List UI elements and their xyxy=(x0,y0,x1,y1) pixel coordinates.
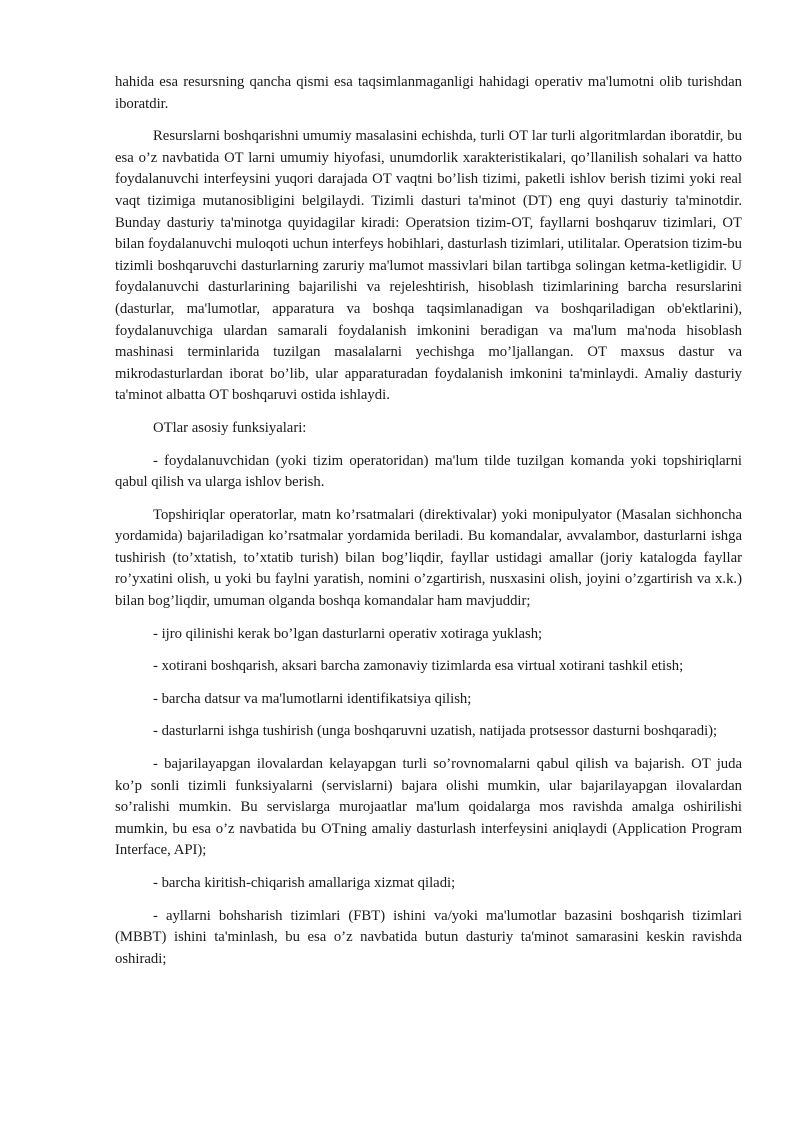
paragraph-3: OTlar asosiy funksiyalari: xyxy=(153,419,307,436)
paragraph-7: - xotirani boshqarish, aksari barcha zamonaviy tizimlarda esa virtual xotirani tashkil etish; xyxy=(153,658,684,675)
paragraph-1: hahida esa resursning qancha qismi esa taqsimlanmaganligi hahidagi operativ ma'lumotni olib turishdan iboratdir. xyxy=(115,74,742,112)
document-body xyxy=(115,72,742,981)
paragraph-4: - foydalanuvchidan (yoki tizim operatoridan) ma'lum tilde tuzilgan komanda yoki topshiriqlarni qabul qilish va ularga ishlov berish. xyxy=(115,452,742,491)
paragraph-8: - barcha datsur va ma'lumotlarni identifikatsiya qilish; xyxy=(153,690,472,707)
paragraph-5: Topshiriqlar operatorlar, matn ko’rsatmalari (direktivalar) yoki monipulyator (Masalan sichhoncha yordamida) bajariladigan ko’rsatmalar yordamida beriladi. Bu komandalar, avvalambor, dasturlarni ishga tushirish (to’xtatish, to’xtatib turish) bilan bog’liqdir, fayllar ustidagi amallar (joriy katalogda fayllar ro’yxatini olish, u yoki bu faylni yaratish, nomini o’zgartirish, nusxasini olish, joyini o’zgartirish va x.k.) bilan bog’liqdir, umuman olganda boshqa komandalar ham mavjuddir; xyxy=(115,506,742,610)
paragraph-2: Resurslarni boshqarishni umumiy masalasini echishda, turli OT lar turli algoritmlardan iboratdir, bu esa o’z navbatida OT larni umumiy hiyofasi, unumdorlik xarakteristikalari, qo’llanilish sohalari va hatto foydalanuvchi interfeysini yuqori darajada OT vaqtni bo’lish tizimi, paketli ishlov berish tizimi yoki real vaqt tizimiga mutanosibligini belgilaydi. Tizimli dasturi ta'minot (DT) eng quyi dasturiy ta'minotdir. Bunday dasturiy ta'minotga quyidagilar kiradi: Operatsion tizim-OT, fayllarni boshqaruv tizimlari, OT bilan foydalanuvchi muloqoti uchun interfeys hobihlari, dasturlash tizimlari, utilitalar. Operatsion tizim-bu tizimli boshqaruvchi dasturlarning zaruriy ma'lumot massivlari bilan tartibga solingan ketma-ketligidir. U foydalanuvchi dasturlarining bajarilishi va rejeleshtirish, hisoblash tizimlarining barcha resurslarini (dasturlar, ma'lumotlar, apparatura va boshqa taqsimlanadigan va boshqariladigan ob'ektlarini), foydalanuvchiga ulardan samarali foydalanish imkonini beradigan va ma'lum ma'noda hisoblash mashinasi terminlarida tuzilgan masalalarni yechishga mo’ljallangan. OT maxsus dastur va mikrodasturlardan iborat bo’lib, ular apparaturadan foydalanish imkonini ta'minlaydi. Amaliy dasturiy ta'minot albatta OT boshqaruvi ostida ishlaydi. xyxy=(115,128,742,404)
paragraph-9: - dasturlarni ishga tushirish (unga boshqaruvni uzatish, natijada protsessor dasturni boshqaradi); xyxy=(153,723,718,740)
paragraph-10: - bajarilayapgan ilovalardan kelayapgan turli so’rovnomalarni qabul qilish va bajarish. OT juda ko’p sonli tizimli funksiyalarni (servislarni) bajara olishi mumkin, ular bajarilayapgan ilovalardan so’ralishi mumkin. Bu servislarga murojaatlar ma'lum qoidalarga mos ravishda amalga oshirilishi mumkin, bu esa o’z navbatida bu OTning amaliy dasturlash interfeysini aniqlaydi (Application Program Interface, API); xyxy=(115,756,742,859)
paragraph-11: - barcha kiritish-chiqarish amallariga xizmat qiladi; xyxy=(153,875,456,891)
paragraph-12: - ayllarni bohsharish tizimlari (FBT) ishini va/yoki ma'lumotlar bazasini boshqarish tizimlari (MBBT) ishini ta'minlash, bu esa o’z navbatida butun dasturiy ta'minot samarasini keskin ravishda oshiradi; xyxy=(115,907,742,967)
paragraph-6: - ijro qilinishi kerak bo’lgan dasturlarni operativ xotiraga yuklash; xyxy=(153,625,543,642)
